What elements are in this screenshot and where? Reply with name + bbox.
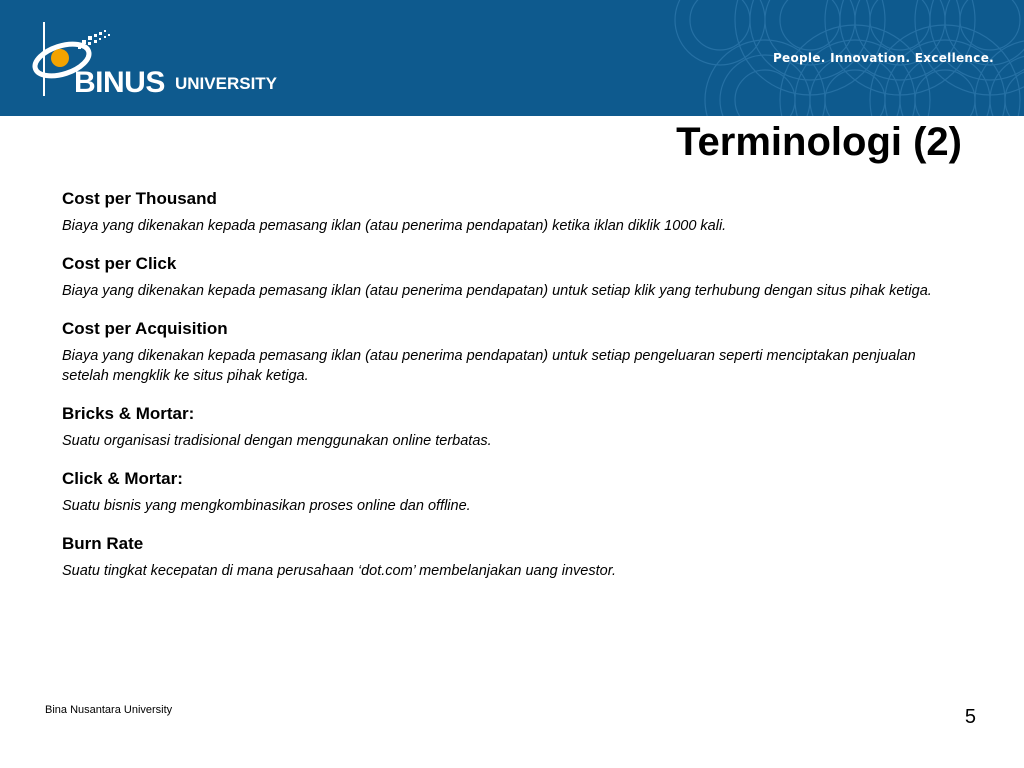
footer-organization: Bina Nusantara University [45,704,173,716]
term-item [62,403,962,451]
term-description: Biaya yang dikenakan kepada pemasang iklan (atau penerima pendapatan) ketika iklan diklik 1000 kali. [62,218,727,234]
header-tagline: People. Innovation. Excellence. [772,51,994,65]
logo-wordmark: BINUS [74,66,165,99]
binus-logo [22,22,312,102]
terms-list [62,188,962,598]
term-name: Click & Mortar: [62,469,183,488]
term-item [62,188,962,236]
term-name: Cost per Acquisition [62,319,228,338]
term-item [62,533,962,581]
term-name: Bricks & Mortar: [62,404,195,423]
term-name: Cost per Click [62,254,177,273]
slide-title: Terminologi (2) [676,120,962,164]
term-name: Burn Rate [62,534,144,553]
page-number: 5 [964,706,976,728]
term-description: Biaya yang dikenakan kepada pemasang iklan (atau penerima pendapatan) untuk setiap klik yang terhubung dengan situs pihak ketiga. [62,283,932,299]
term-description: Biaya yang dikenakan kepada pemasang iklan (atau penerima pendapatan) untuk setiap pengeluaran seperti menciptakan penjualan setelah mengklik ke situs pihak ketiga. [62,348,916,384]
term-description: Suatu organisasi tradisional dengan menggunakan online terbatas. [62,433,492,449]
term-description: Suatu tingkat kecepatan di mana perusahaan ‘dot.com’ membelanjakan uang investor. [62,563,617,579]
term-item [62,253,962,301]
term-item [62,468,962,516]
term-item [62,318,962,386]
logo-subtitle: UNIVERSITY [175,74,278,93]
term-description: Suatu bisnis yang mengkombinasikan proses online dan offline. [62,498,471,514]
slide-header [0,0,1024,116]
term-name: Cost per Thousand [62,189,217,208]
